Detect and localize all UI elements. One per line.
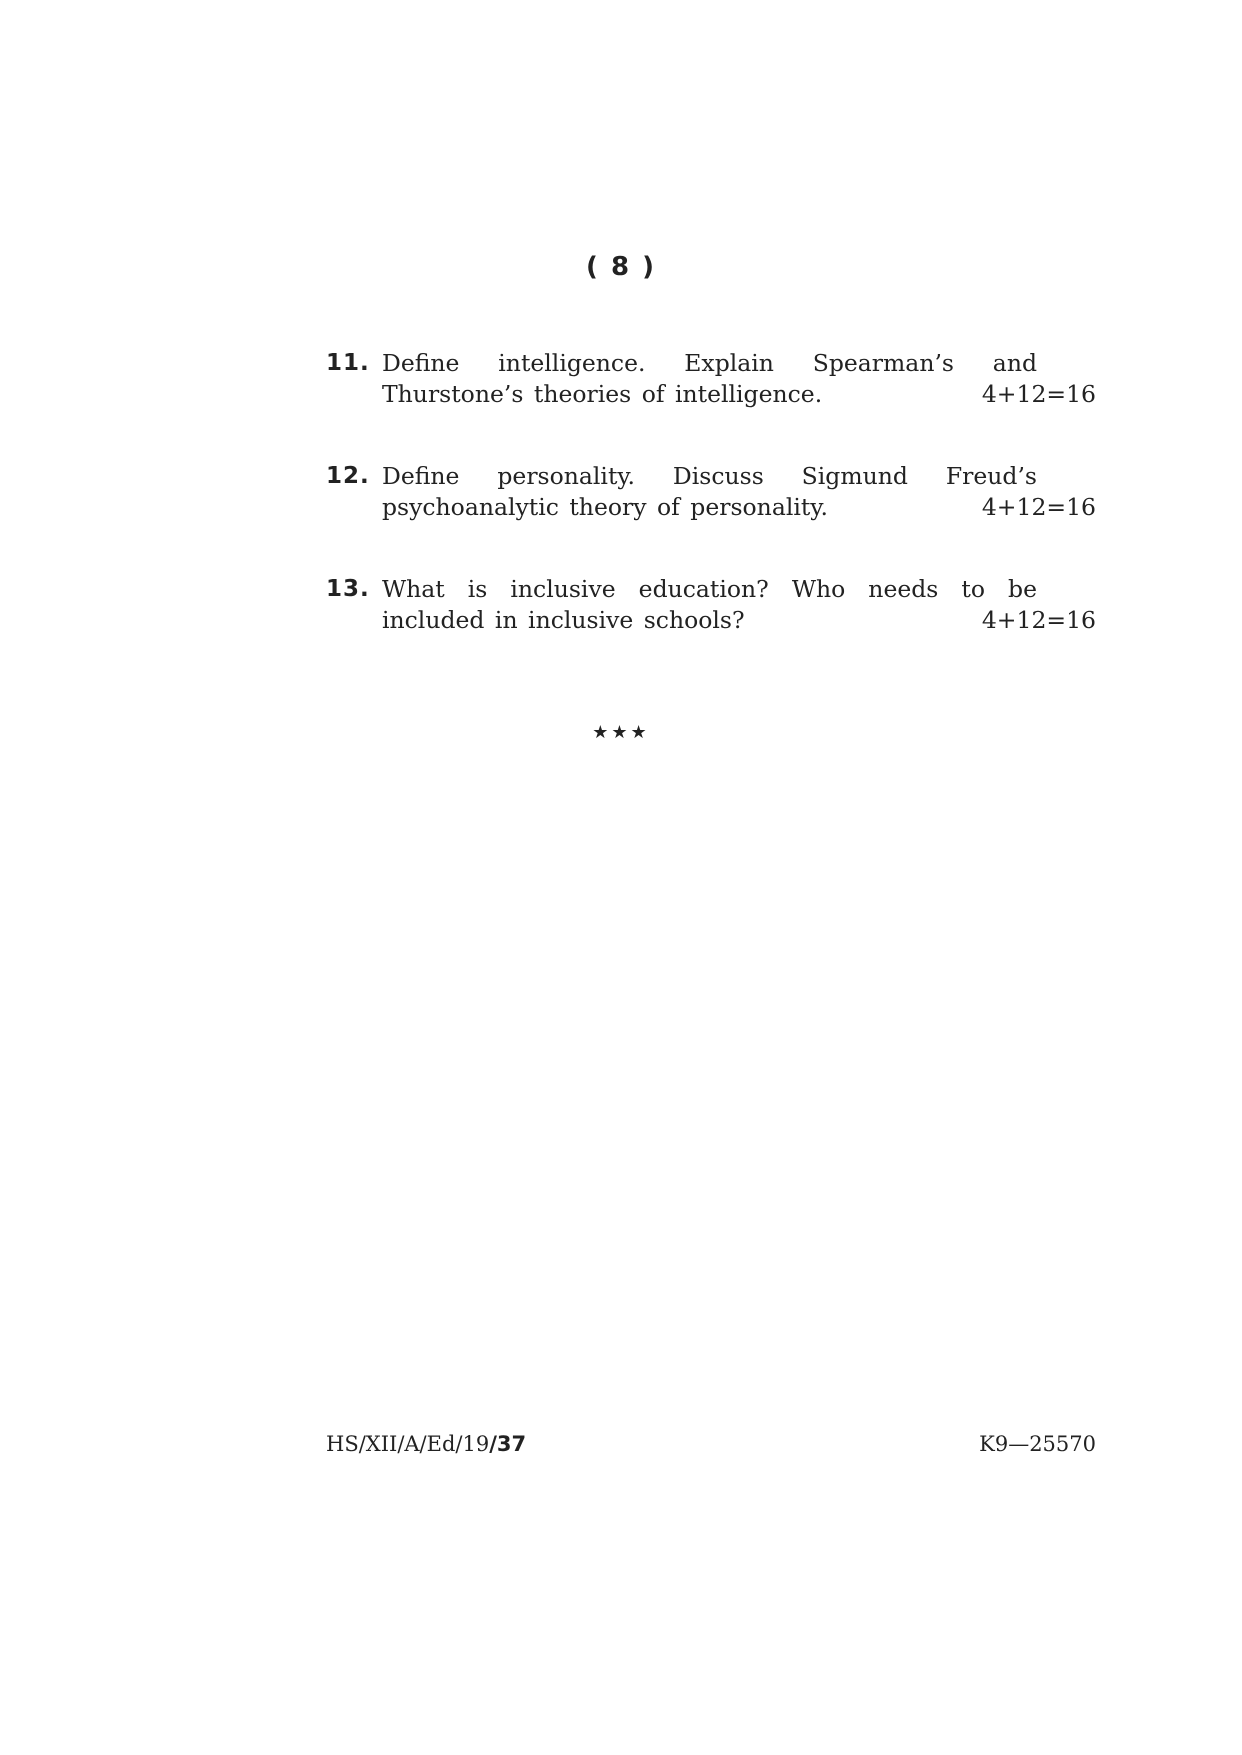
question-line-1: What is inclusive education? Who needs to be bbox=[382, 575, 1037, 603]
question-marks: 4+12=16 bbox=[981, 493, 1096, 521]
paper-code bbox=[326, 1432, 526, 1456]
question-line-1: Define intelligence. Explain Spearman’s and bbox=[382, 349, 1037, 377]
paper-code-prefix: HS/XII/A/Ed/19 bbox=[326, 1432, 490, 1456]
question-line-2: included in inclusive schools? bbox=[382, 606, 745, 634]
question-line-1: Define personality. Discuss Sigmund Freud’s bbox=[382, 462, 1037, 490]
paper-code-suffix: /37 bbox=[489, 1432, 527, 1456]
page-number: ( 8 ) bbox=[586, 252, 656, 282]
question-number: 13. bbox=[326, 576, 370, 602]
question-line-2: Thurstone’s theories of intelligence. bbox=[382, 380, 823, 408]
question-line-2: psychoanalytic theory of personality. bbox=[382, 493, 828, 521]
end-of-paper-stars: ★★★ bbox=[592, 722, 650, 743]
question-marks: 4+12=16 bbox=[981, 380, 1096, 408]
serial-number: K9—25570 bbox=[979, 1432, 1096, 1456]
question-text bbox=[382, 348, 1096, 410]
question-number: 12. bbox=[326, 463, 370, 489]
question-text bbox=[382, 574, 1096, 636]
question-marks: 4+12=16 bbox=[981, 606, 1096, 634]
question-number: 11. bbox=[326, 350, 370, 376]
question-text bbox=[382, 461, 1096, 523]
